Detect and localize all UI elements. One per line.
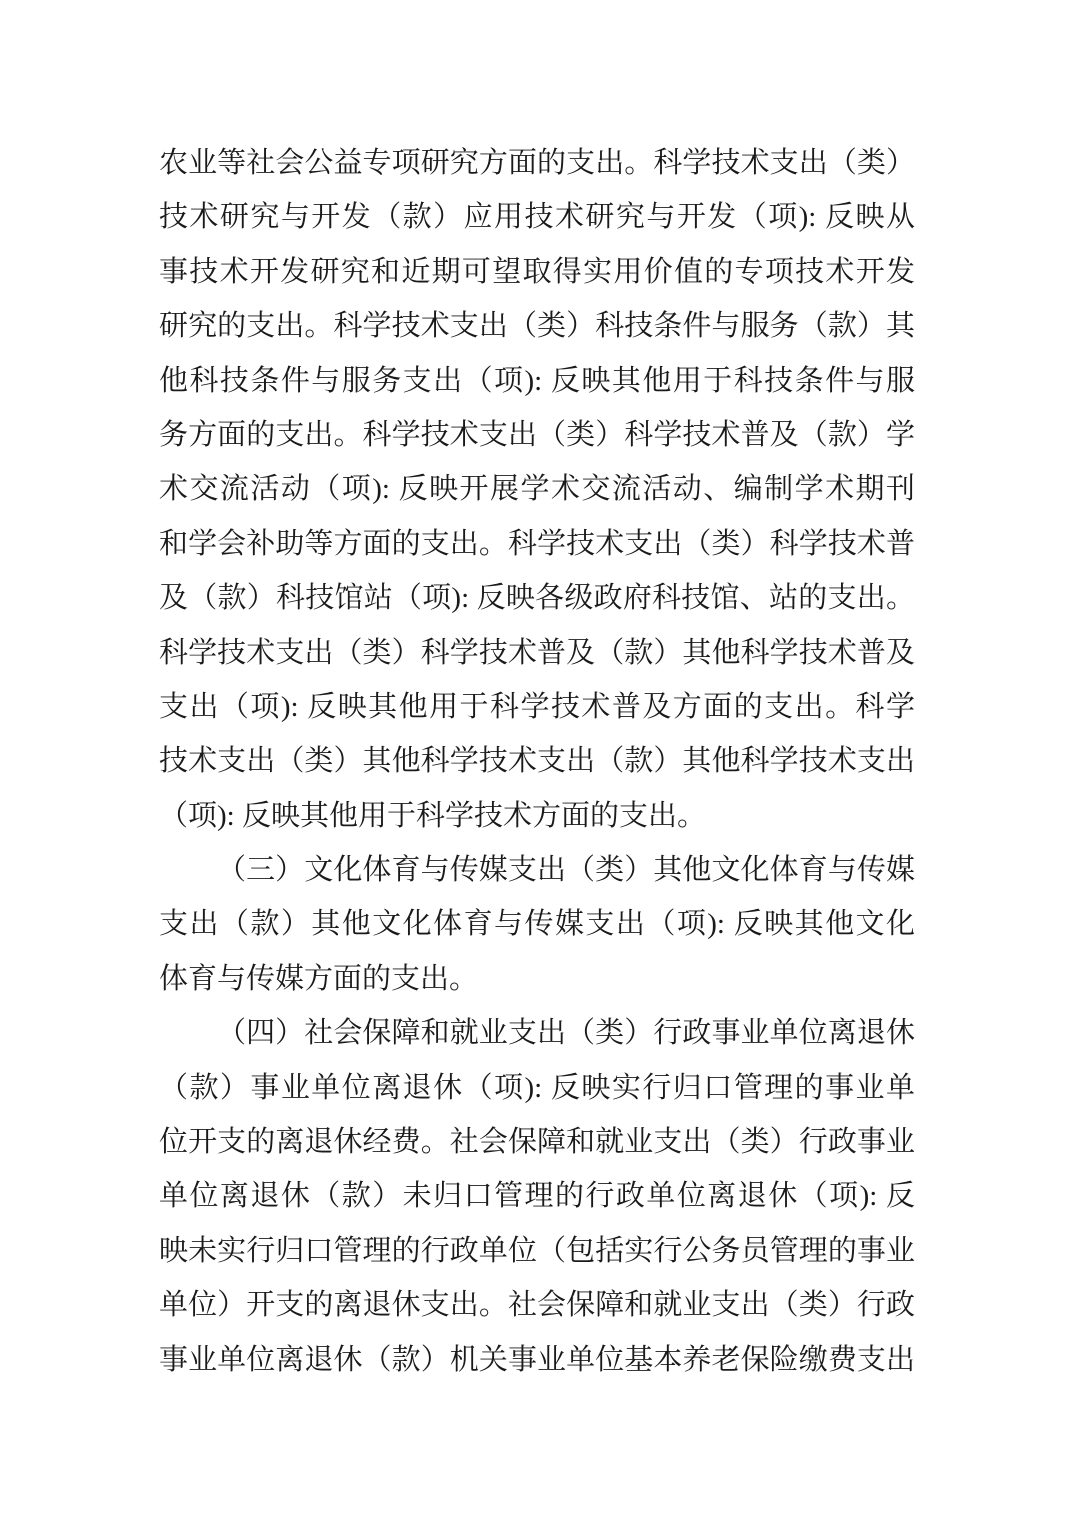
text-line: （款）事业单位离退休（项): 反映实行归口管理的事业单: [159, 1071, 915, 1104]
document-text-block: [159, 136, 915, 1387]
text-line: 农业等社会公益专项研究方面的支出。科学技术支出（类）: [159, 147, 915, 179]
text-line: 和学会补助等方面的支出。科学技术支出（类）科学技术普: [159, 527, 915, 560]
text-line: 单位离退休（款）未归口管理的行政单位离退休（项): 反: [159, 1180, 915, 1213]
text-line: 科学技术支出（类）科学技术普及（款）其他科学技术普及: [159, 636, 915, 669]
text-line: （三）文化体育与传媒支出（类）其他文化体育与传媒: [217, 854, 915, 887]
text-line: 位开支的离退休经费。社会保障和就业支出（类）行政事业: [159, 1126, 915, 1159]
text-line: 支出（项): 反映其他用于科学技术普及方面的支出。科学: [159, 690, 915, 723]
text-line: 务方面的支出。科学技术支出（类）科学技术普及（款）学: [159, 418, 915, 451]
text-line: 单位）开支的离退休支出。社会保障和就业支出（类）行政: [159, 1289, 915, 1322]
text-line: 技术支出（类）其他科学技术支出（款）其他科学技术支出: [159, 745, 915, 778]
text-line: 他科技条件与服务支出（项): 反映其他用于科技条件与服: [159, 364, 915, 397]
text-line: （项): 反映其他用于科学技术方面的支出。: [159, 799, 706, 832]
text-line: 事业单位离退休（款）机关事业单位基本养老保险缴费支出: [159, 1343, 915, 1376]
text-line: 事技术开发研究和近期可望取得实用价值的专项技术开发: [159, 255, 915, 288]
text-line: 及（款）科技馆站（项): 反映各级政府科技馆、站的支出。: [159, 582, 915, 615]
text-line: 术交流活动（项): 反映开展学术交流活动、编制学术期刊: [159, 473, 915, 506]
text-line: （四）社会保障和就业支出（类）行政事业单位离退休: [217, 1017, 915, 1050]
text-line: 映未实行归口管理的行政单位（包括实行公务员管理的事业: [159, 1234, 915, 1267]
text-line: 研究的支出。科学技术支出（类）科技条件与服务（款）其: [159, 310, 915, 343]
text-line: 技术研究与开发（款）应用技术研究与开发（项): 反映从: [159, 201, 915, 234]
text-line: 支出（款）其他文化体育与传媒支出（项): 反映其他文化: [159, 908, 915, 941]
text-line: 体育与传媒方面的支出。: [159, 962, 479, 995]
